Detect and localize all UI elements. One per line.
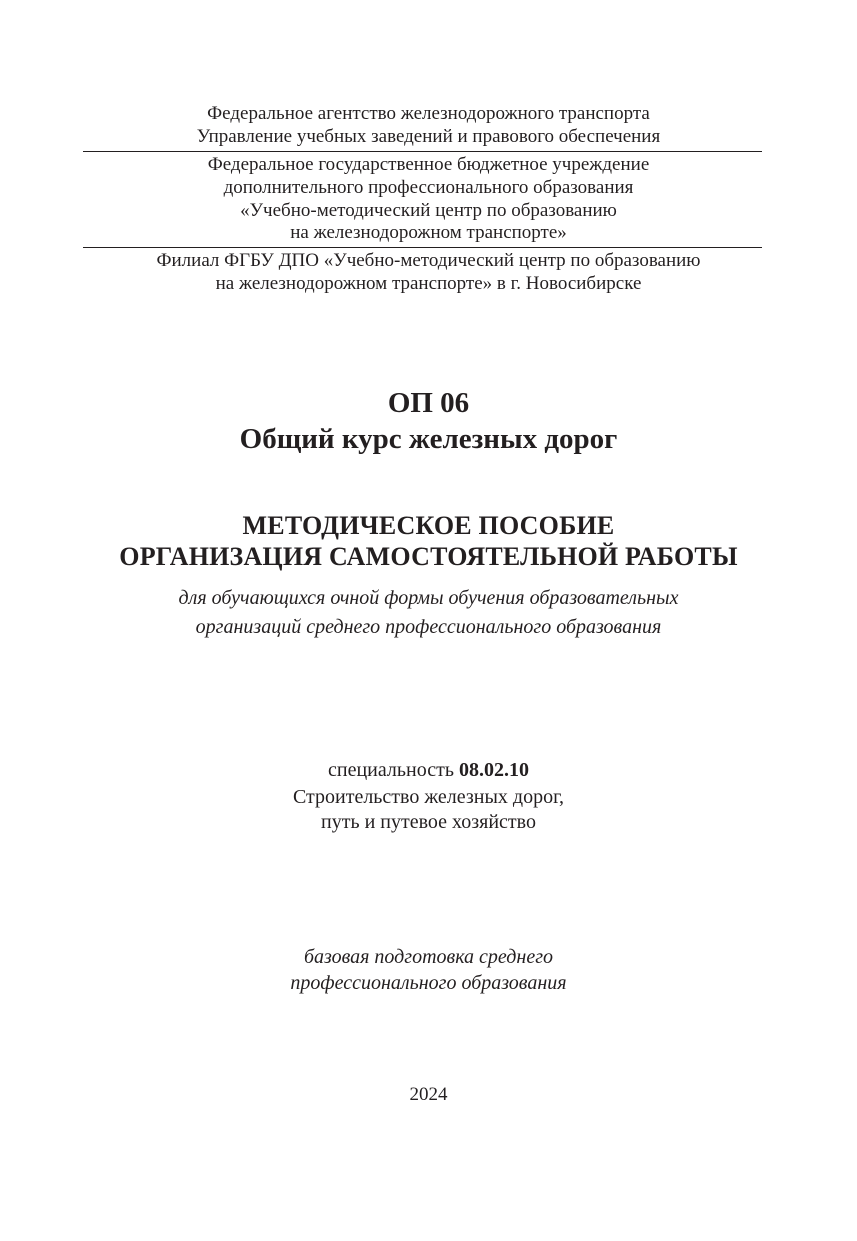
institution-line-1: Федеральное государственное бюджетное учреждение: [207, 154, 650, 175]
agency-line-1: Федеральное агентство железнодорожного транспорта: [207, 103, 650, 124]
specialty-name-line-1: Строительство железных дорог,: [292, 786, 565, 808]
manual-type: МЕТОДИЧЕСКОЕ ПОСОБИЕ: [242, 511, 615, 540]
specialty-name-line-2: путь и путевое хозяйство: [321, 811, 536, 833]
audience-line-1: для обучающихся очной формы обучения образовательных: [178, 587, 679, 609]
branch-line-2: на железнодорожном транспорте» в г. Новосибирске: [215, 273, 642, 294]
branch-line-1: Филиал ФГБУ ДПО «Учебно-методический центр по образованию: [156, 250, 701, 271]
training-level-line-1: базовая подготовка среднего: [303, 946, 554, 968]
agency-line-2: Управление учебных заведений и правового обеспечения: [196, 126, 661, 147]
specialty-line: [0, 758, 857, 782]
manual-subject: ОРГАНИЗАЦИЯ САМОСТОЯТЕЛЬНОЙ РАБОТЫ: [119, 542, 738, 571]
course-name: Общий курс железных дорог: [239, 423, 618, 455]
header-divider-2: [83, 247, 762, 248]
audience-line-2: организаций среднего профессионального образования: [195, 616, 662, 638]
training-level-line-2: профессионального образования: [290, 972, 567, 994]
course-code: ОП 06: [387, 387, 470, 419]
specialty-label: специальность: [328, 759, 454, 781]
institution-line-4: на железнодорожном транспорте»: [290, 222, 567, 243]
header-divider-1: [83, 151, 762, 152]
institution-line-2: дополнительного профессионального образования: [223, 177, 634, 198]
specialty-code: 08.02.10: [458, 759, 529, 781]
institution-line-3: «Учебно-методический центр по образованию: [240, 200, 617, 221]
publication-year: 2024: [409, 1084, 448, 1105]
